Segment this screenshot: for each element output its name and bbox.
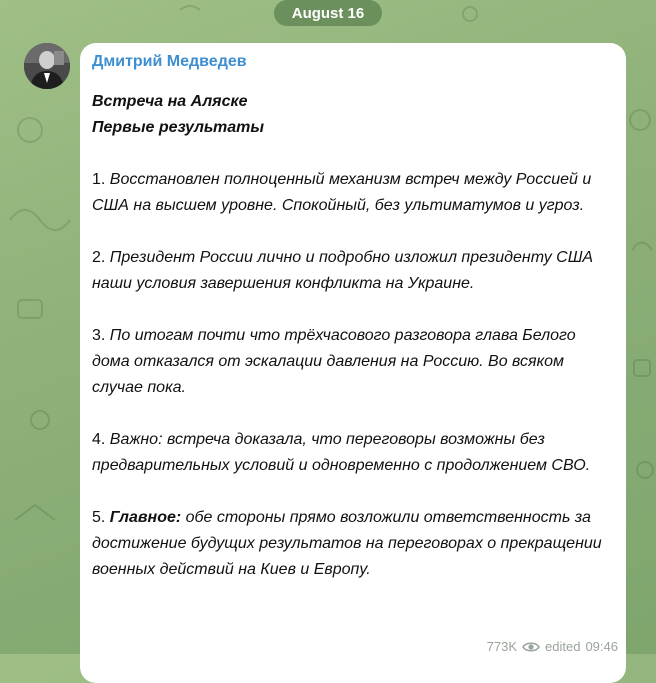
message-bubble[interactable] [80,43,626,683]
point-2-number: 2. [92,249,106,266]
point-5 [92,505,612,583]
point-4-text: Важно: встреча доказала, что переговоры возможны без предварительных условий и одновременно с продолжением СВО. [92,431,591,474]
point-4-number: 4. [92,431,106,448]
message-title-line1: Встреча на Аляске [92,93,248,110]
message-title-line2: Первые результаты [92,119,265,136]
message-time: 09:46 [585,639,618,654]
point-2-text: Президент России лично и подробно изложил президенту США наши условия завершения конфликта на Украине. [92,249,594,292]
point-1-number: 1. [92,171,106,188]
point-1 [92,167,612,219]
sender-name[interactable]: Дмитрий Медведев [92,53,247,70]
point-1-text: Восстановлен полноценный механизм встреч между Россией и США на высшем уровне. Спокойный, без ультиматумов и угроз. [92,171,592,214]
avatar-image [24,43,70,89]
edited-label: edited [545,639,581,654]
avatar[interactable] [24,43,70,89]
point-2 [92,245,612,297]
point-5-number: 5. [92,509,106,526]
point-5-text: обе стороны прямо возложили ответственность за достижение будущих результатов на переговорах о прекращении военных действий на Киев и Европу. [92,509,602,578]
message-text [92,89,612,583]
message-meta [487,639,618,654]
point-3-number: 3. [92,327,106,344]
point-4 [92,427,612,479]
date-pill [274,0,382,26]
point-5-bold: Главное: [109,509,182,526]
view-count: 773K [486,639,518,654]
point-3 [92,323,612,401]
point-3-text: По итогам почти что трёхчасового разговора глава Белого дома отказался от эскалации давления на Россию. Во всяком случае пока. [92,327,576,396]
date-label: August 16 [291,4,365,22]
eye-icon [522,641,540,653]
